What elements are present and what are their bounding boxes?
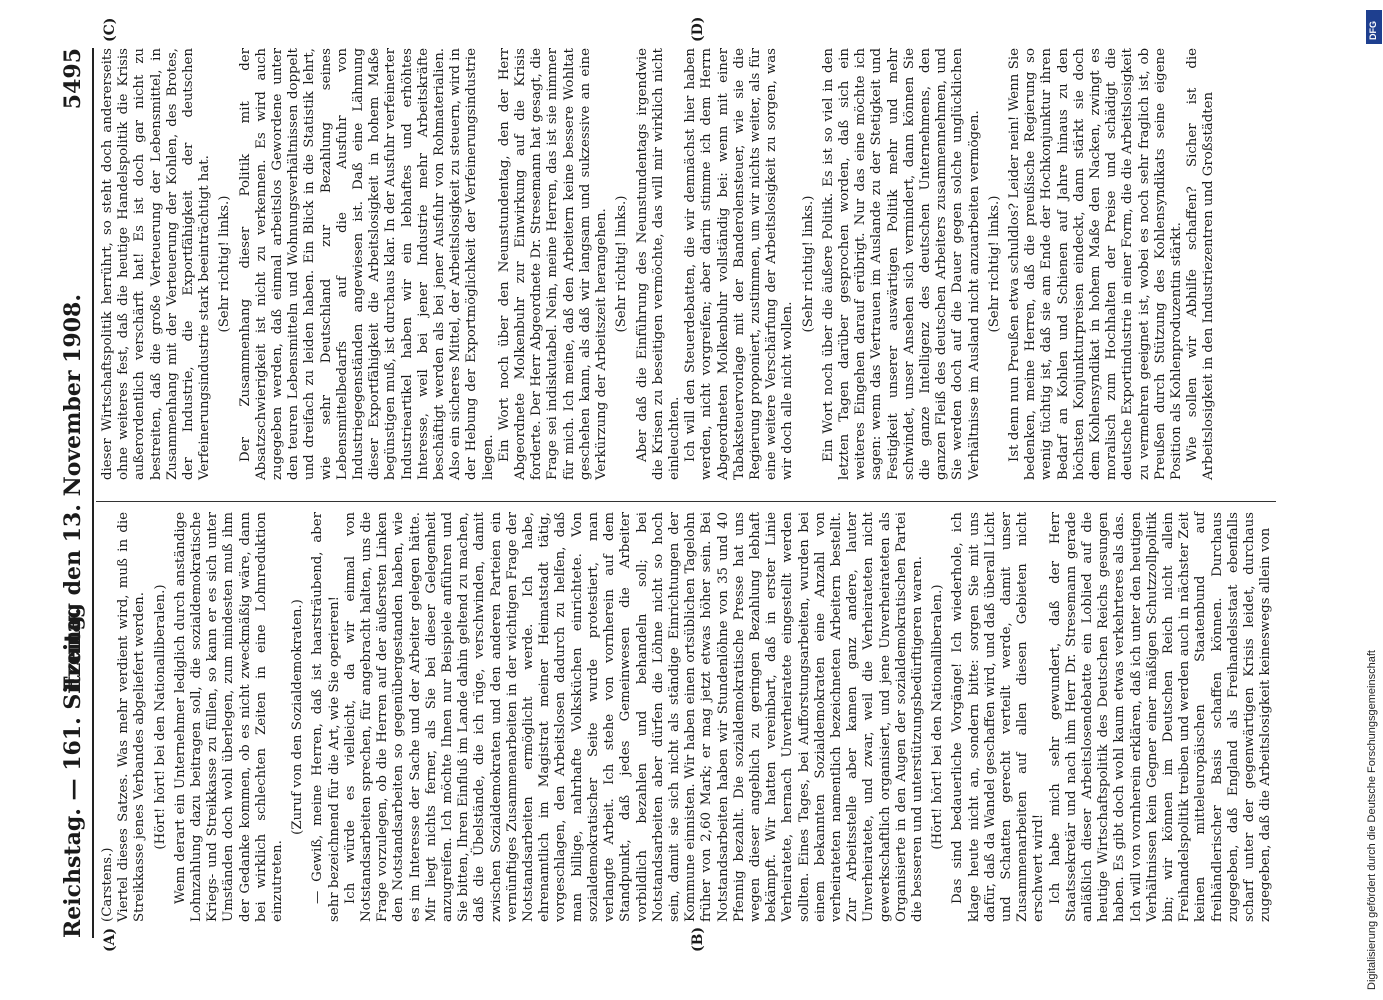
header-rule	[92, 48, 94, 938]
header-page-number: 5495	[60, 48, 86, 110]
paragraph: Ich würde es vielleicht, da wir einmal von Notstandsarbeiten sprechen, für angebracht halten, uns die Frage vorzulegen, ob die Herren auf der äußersten Linken den Notstandsarbeiten so gegenübergestanden haben, wie es im Interesse der Sache und der Arbeiter gelegen hätte. Mir liegt nichts ferner, als Sie bei dieser Gelegenheit anzugreifen. Ich möchte Ihnen nur Beispiele anführen und Sie bitten, Ihren Einfluß im Lande dahin geltend zu machen, daß die Übelstände, die ich rüge, verschwinden, damit zwischen Sozialdemokraten und den anderen Parteien ein vernünftiges Zusammenarbeiten in der wichtigen Frage der Notstandsarbeiten ermöglicht werde. Ich habe, ehrenamtlich im Magistrat meiner Heimatstadt tätig, vorgeschlagen, den Arbeitslosen dadurch zu helfen, daß man billige, nahrhafte Volksküchen einrichtete. Von sozialdemokratischer Seite wurde protestiert, man verlangte Arbeit. Ich stehe von vornherein auf dem Standpunkt, daß jedes Gemeinwesen die Arbeiter vorbildlich bezahlen und behandeln soll; bei Notstandsarbeiten aber dürfen die Löhne nicht so hoch sein, damit sie sich nicht als ständige Einrichtungen der Kommune einnisten. Wir haben einen ortsüblichen Tagelohn früher von 2,60 Mark; er mag jetzt etwas höher sein. Bei Notstandsarbeiten haben wir Stundenlöhne von 35 und 40 Pfennig bezahlt. Die sozialdemokratische Presse hat uns wegen dieser angeblich zu geringen Bezahlung lebhaft bekämpft. Wir hatten vereinbart, daß in erster Linie Verheiratete, hernach Unverheiratete eingestellt werden sollten. Eines Tages, bei Aufforstungsarbeiten, wurden bei einem bekannten Sozialdemokraten eine Anzahl von verheirateten namentlich bezeichneten Arbeitern bestellt. Zur Arbeitsstelle aber kamen ganz andere, lauter Unverheiratete, und zwar, weil die Verheirateten nicht gewerkschaftlich organisiert, und jene Unverheirateten als Organisierte in den Augen der sozialdemokratischen Partei die besseren und unterstützungsbedürftigeren waren.	[342, 512, 925, 922]
paragraph: Der Zusammenhang dieser Politik mit der Absatzschwierigkeit ist nicht zu verkennen. Es wird auch zugegeben werden, daß einmal arbeitslos Gewordene unter den teuren Lebensmitteln und Wohnungsverhältnissen doppelt und dreifach zu leiden haben. Ein Blick in die Statistik lehrt, wie sehr Deutschland zur Bezahlung seines Lebensmittelbedarfs auf die Ausfuhr von Industriegegenständen angewiesen ist. Daß eine Lähmung dieser Exportfähigkeit die Arbeitslosigkeit in hohem Maße begünstigen muß, ist durchaus klar. In der Ausfuhr verfeinerter Industrieartikel haben wir ein lebhaftes und erhöhtes Interesse, weil bei jener Industrie mehr Arbeitskräfte beschäftigt werden als bei jener Ausfuhr von Rohmaterialien. Also ein sicheres Mittel, der Arbeitslosigkeit zu steuern, wird in der Hebung der Exportmöglichkeit der Verfeinerungsindustrie liegen.	[237, 48, 496, 480]
paragraph: Ich habe mich sehr gewundert, daß der Herr Staatssekretär und nach ihm Herr Dr. Stresemann gerade anläßlich dieser Arbeitslosendebatte ein Loblied auf die heutige Wirtschaftspolitik des Deutschen Reichs gesungen haben. Es gibt doch wohl kaum etwas verkehrteres als das. Ich will von vornherein erklären, daß ich unter den heutigen Verhältnissen kein Gegner einer mäßigen Schutzzollpolitik bin; wir können im Deutschen Reich nicht allein Freihandelspolitik treiben und werden auch in nächster Zeit keinen mitteleuropäischen Staatenbund auf freihändlerischer Basis schaffen können. Durchaus zugegeben, daß England als Freihandelsstaat ebenfalls scharf unter der gegenwärtigen Krisis leidet, durchaus zugegeben, daß die Arbeitslosigkeit keineswegs allein von	[1047, 512, 1274, 922]
paragraph: Das sind bedauerliche Vorgänge! Ich wiederhole, ich klage heute nicht an, sondern bitte: sorgen Sie mit uns dafür, daß da Wandel geschaffen wird, und daß überall Licht und Schatten gerecht verteilt werde, damit unser Zusammenarbeiten auf allen diesen Gebieten nicht erschwert wird!	[950, 512, 1047, 922]
header-date: Freitag den 13. November 1908.	[60, 294, 86, 692]
margin-marker-b: (B)	[690, 926, 706, 952]
margin-marker-a: (A)	[102, 927, 118, 952]
margin-marker-c: (C)	[102, 17, 118, 42]
paragraph: Wenn derart ein Unternehmer lediglich durch anständige Lohnzahlung dazu beitragen soll, die sozialdemokratische Kriegs- und Streikkasse zu füllen, so kann er es sich unter Umständen doch wohl überlegen, zum mindesten muß ihm der Gedanke kommen, ob es nicht zweckmäßig wäre, dann bei wirklich schlechten Zeiten in eine Lohnreduktion einzutreten.	[172, 512, 286, 922]
right-column	[100, 48, 1218, 480]
margin-marker-d: (D)	[690, 16, 706, 42]
header-session: Reichstag. — 161. Sitzung.	[60, 607, 86, 938]
paragraph: — Gewiß, meine Herren, daß ist haarsträubend, aber sehr bezeichnend für die Art, wie Sie operieren!	[310, 512, 342, 922]
paragraph: Aber daß die Einführung des Neunstundentags irgendwie die Krisen zu beseitigen vermöchte, das will mir wirklich nicht einleuchten.	[634, 48, 682, 480]
dfg-logo	[1366, 10, 1382, 44]
interjection: (Zuruf von den Sozialdemokraten.)	[290, 599, 306, 835]
interjection: (Sehr richtig! links.)	[986, 195, 1002, 333]
left-column	[100, 512, 1274, 922]
interjection: (Sehr richtig! links.)	[217, 195, 233, 333]
dfg-logo-text: DFG	[1368, 21, 1378, 40]
paragraph: Viertel dieses Satzes. Was mehr verdient wird, muß in die Streikkasse jenes Verbandes abgeliefert werden.	[116, 512, 148, 922]
page-header	[56, 48, 90, 938]
column-divider	[96, 501, 1276, 502]
interjection: (Sehr richtig! links.)	[614, 195, 630, 333]
digitization-credit: Digitalisierung gefördert durch die Deutsche Forschungsgemeinschaft	[1366, 650, 1378, 990]
paragraph: Ich will den Steuerdebatten, die wir demnächst hier haben werden, nicht vorgreifen; aber darin stimme ich dem Herrn Abgeordneten Molkenbuhr vollständig bei: wenn mit einer Tabaksteuervorlage mit der Banderolensteuer, wie sie die Regierung proponiert, zustimmen, um wir nichts weiter, als für eine weitere Verschärfung der Arbeitslosigkeit zu sorgen, was wir doch alle nicht wollen.	[683, 48, 796, 480]
interjection: (Sehr richtig! links.)	[800, 195, 816, 333]
paragraph: Ein Wort noch über die äußere Politik. Es ist so viel in den letzten Tagen darüber gesprochen worden, daß sich ein weiteres Eingehen darauf erübrigt. Nur das eine möchte ich sagen: wenn das Vertrauen im Auslande zu der Stetigkeit und Festigkeit unserer auswärtigen Politik mehr und mehr schwindet, unser Ansehen sich vermindert, dann können Sie die ganze Intelligenz des deutschen Unternehmens, den ganzen Fleiß des deutschen Arbeiters zusammennehmen, und Sie werden doch auf die Dauer gegen solche unglücklichen Verhältnisse im Ausland nicht anzuarbeiten vermögen.	[820, 48, 982, 480]
speaker-tag: (Carstens.)	[100, 847, 115, 922]
interjection: (Hört! hört! bei den Nationalliberalen.)	[930, 584, 946, 850]
paragraph: Wie sollen wir Abhilfe schaffen? Sicher ist die Arbeitslosigkeit in den Industriezentren und Großstädten	[1185, 48, 1217, 480]
interjection: (Hört! hört! bei den Nationalliberalen.)	[152, 584, 168, 850]
paragraph: Ein Wort noch über den Neunstundentag, den der Herr Abgeordnete Molkenbuhr zur Einwirkung auf die Krisis forderte. Der Herr Abgeordnete Dr. Stresemann hat gesagt, die Frage sei indiskutabel. Nein, meine Herren, das ist sie nimmer für mich. Ich meine, daß den Arbeitern keine bessere Wohltat geschehen kann, als daß wir langsam und sukzessive an eine Verkürzung der Arbeitszeit herangehen.	[496, 48, 610, 480]
paragraph: dieser Wirtschaftspolitik herrührt, so steht doch andererseits ohne weiteres fest, daß die heutige Handelspolitik die Krisis außerordentlich verschärft hat! Es ist doch gar nicht zu bestreiten, daß die große Verteuerung der Lebensmittel, in Zusammenhang mit der Verteuerung der Kohlen, des Brotes, der Industrie, die Exportfähigkeit der deutschen Verfeinerungsindustrie stark beeinträchtigt hat.	[100, 48, 213, 480]
paragraph: Ist denn nun Preußen etwa schuldlos? Leider nein! Wenn Sie bedenken, meine Herren, daß die preußische Regierung so wenig tüchtig ist, daß sie am Ende der Hochkonjunktur ihren Bedarf an Kohlen und Schienen auf Jahre hinaus zu den höchsten Konjunkturpreisen eindeckt, dann stärkt sie doch dem Kohlensyndikat in hohem Maße den Nacken, zwingt es moralisch zum Hochhalten der Preise und schädigt die deutsche Exportindustrie in einer Form, die die Arbeitslosigkeit zu vermehren geeignet ist, wobei es noch sehr fraglich ist, ob Preußen durch Stützung des Kohlensyndikats seine eigene Position als Kohlenproduzentin stärkt.	[1006, 48, 1184, 480]
